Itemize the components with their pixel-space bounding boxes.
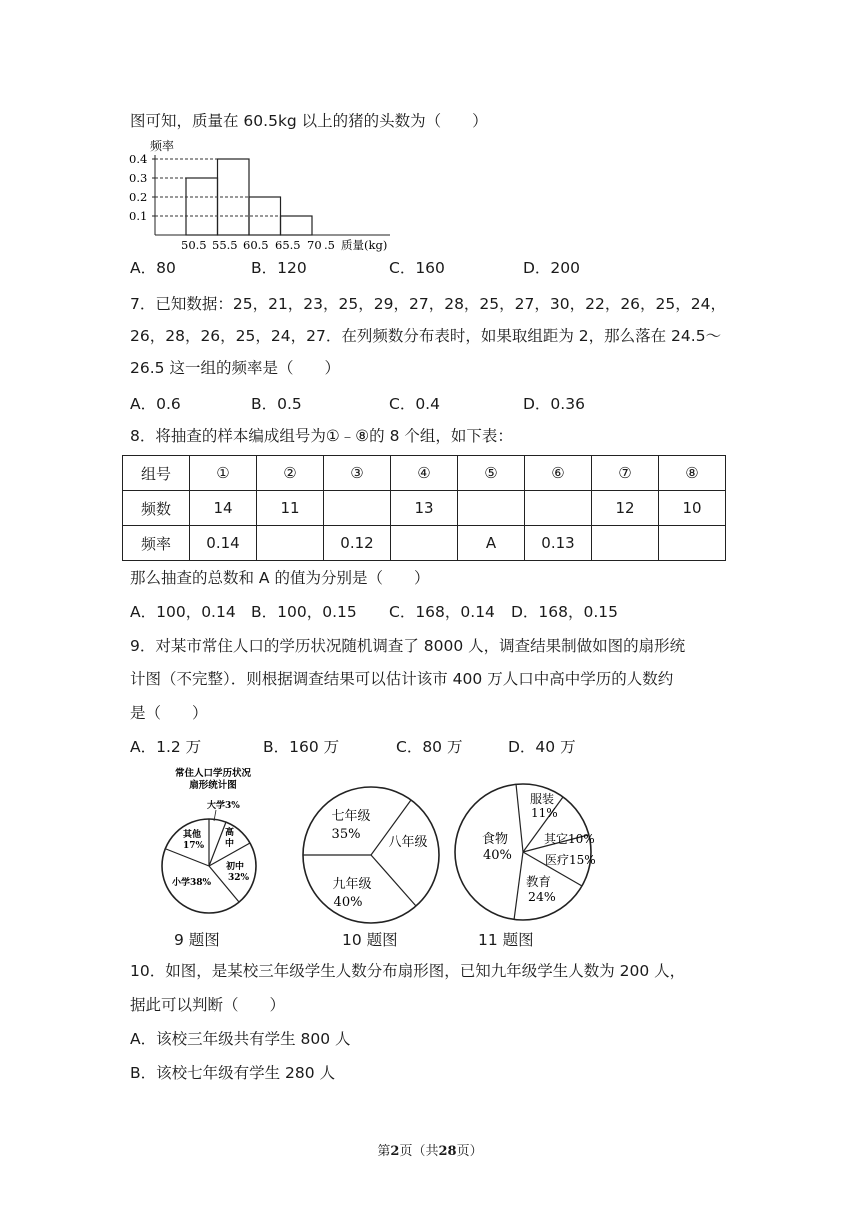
table-cell: 12 [592,491,659,526]
q9-option-a: A．1.2 万 [130,738,202,756]
q6-option-d: D．200 [523,259,581,277]
table-cell: ③ [324,456,391,491]
fig9-label-gaozhong-2: 中 [225,839,235,849]
x-tick-60-5: 60.5 [243,238,269,252]
q9-line-3: 是（ ） [130,704,208,722]
q9-line-2: 计图（不完整）．则根据调查结果可以估计该市 400 万人口中高中学历的人数约 [130,670,674,688]
figure-11-pie [452,779,612,929]
fig9-title-2: 扇形统计图 [189,780,237,791]
fig9-label-qita-2: 17% [183,841,205,851]
q9-option-c: C．80 万 [396,738,463,756]
fig9-label-chuzhong-1: 初中 [226,862,245,872]
table-header-frequency: 频率 [123,526,190,561]
figure-10-caption: 10 题图 [342,931,398,949]
q9-option-d: D．40 万 [508,738,576,756]
footer-prefix: 第 [377,1144,391,1159]
table-cell: 0.13 [525,526,592,561]
table-row-group [123,456,726,491]
table-cell [659,526,726,561]
fig11-label-fuzhuang: 服装 [530,792,555,806]
x-tick-65-5: 65.5 [275,238,301,252]
fig11-label-jiaoyu: 教育 [526,874,552,889]
fig11-label-qita: 其它10% [544,832,595,846]
fig9-label-xiaoxue: 小学38% [172,878,212,888]
table-cell: ⑤ [458,456,525,491]
q10-line-2: 据此可以判断（ ） [130,996,286,1014]
fig10-label-7-pct: 35% [331,827,361,842]
q6-option-c: C．160 [389,259,445,277]
histogram-bar [281,216,313,235]
table-cell: A [458,526,525,561]
table-cell: ⑥ [525,456,592,491]
fig9-divider [209,822,226,866]
q8-option-a: A．100，0.14 [130,603,236,621]
q8-option-c: C．168，0.14 [389,603,495,621]
fig10-label-8: 八年级 [388,835,428,850]
fig11-label-shiwu-pct: 40% [483,848,512,863]
footer-middle: 页（共 [399,1144,439,1159]
q6-option-a: A．80 [130,259,176,277]
y-tick-label: 0.4 [129,152,148,166]
q9-line-1: 9．对某市常住人口的学历状况随机调查了 8000 人，调查结果制做如图的扇形统 [130,637,686,655]
fig9-divider [166,849,209,866]
histogram-xlabel: 质量(kg) [341,238,388,252]
figure-9-caption: 9 题图 [174,931,220,949]
table-cell [525,491,592,526]
fig11-label-fuzhuang-pct: 11% [531,806,558,820]
q7-line-1: 7．已知数据：25，21，23，25，29，27，28，25，27，30，22，26，25，24， [130,295,726,313]
table-row-count [123,491,726,526]
table-cell [391,526,458,561]
fig10-divider [371,855,416,906]
fig9-title-1: 常住人口学历状况 [174,768,252,779]
q6-stem-tail: 图可知，质量在 60.5kg 以上的猪的头数为（ ） [130,112,488,130]
y-tick-label: 0.3 [129,171,148,185]
q7-line-3: 26.5 这一组的频率是（ ） [130,359,340,377]
table-row-frequency [123,526,726,561]
footer-total-pages: 28 [438,1144,457,1159]
x-tick-50-5: 50.5 [181,238,207,252]
q7-line-2: 26，28，26，25，24，27．在列频数分布表时，如果取组距为 2，那么落在 24.5～ [130,327,722,345]
x-tick-70: 70 [307,238,322,252]
table-cell: ② [257,456,324,491]
q7-option-c: C．0.4 [389,395,440,413]
histogram-ylabel: 频率 [150,139,175,153]
fig11-label-yiliao: 医疗15% [545,853,596,867]
table-cell: 0.14 [190,526,257,561]
q7-option-d: D．0.36 [523,395,585,413]
fig9-label-daxue: 大学3% [207,801,240,811]
table-header-group: 组号 [123,456,190,491]
q10-option-b: B．该校七年级有学生 280 人 [130,1064,336,1082]
figure-9-pie [158,765,268,920]
fig11-label-shiwu: 食物 [482,832,509,847]
table-cell: 0.12 [324,526,391,561]
q8-stem: 8．将抽查的样本编成组号为①﹣⑧的 8 个组，如下表： [130,427,513,445]
q10-option-a: A．该校三年级共有学生 800 人 [130,1030,351,1048]
fig10-label-9-name: 九年级 [332,877,372,892]
y-tick-label: 0.1 [129,209,148,223]
frequency-table [122,455,726,561]
table-cell [324,491,391,526]
histogram-figure [125,137,405,252]
fig10-label-7-name: 七年级 [331,809,371,824]
fig11-label-jiaoyu-pct: 24% [528,889,556,904]
fig10-label-9-pct: 40% [333,895,363,910]
table-cell: ⑦ [592,456,659,491]
q6-option-b: B．120 [251,259,307,277]
q8-option-d: D．168，0.15 [511,603,619,621]
fig11-divider [516,784,523,852]
q9-option-b: B．160 万 [263,738,340,756]
q7-option-a: A．0.6 [130,395,181,413]
figure-10-pie [296,782,446,932]
table-cell [257,526,324,561]
table-cell [458,491,525,526]
histogram-bar [186,178,218,235]
footer-page-number: 2 [390,1144,400,1159]
table-header-count: 频数 [123,491,190,526]
x-tick-55-5: 55.5 [212,238,238,252]
y-tick-label: 0.2 [129,190,148,204]
q7-option-b: B．0.5 [251,395,302,413]
table-cell [592,526,659,561]
fig9-label-gaozhong-1: 高 [225,828,235,838]
table-cell: ④ [391,456,458,491]
fig9-label-chuzhong-2: 32% [228,873,250,883]
q8-question: 那么抽查的总数和 A 的值为分别是（ ） [130,569,430,587]
table-cell: 14 [190,491,257,526]
q8-option-b: B．100，0.15 [251,603,357,621]
table-cell: 10 [659,491,726,526]
fig9-label-qita-1: 其他 [183,830,202,840]
fig11-divider [514,852,523,920]
x-tick-dot-5: .5 [324,238,335,252]
q10-line-1: 10．如图，是某校三年级学生人数分布扇形图，已知九年级学生人数为 200 人， [130,962,686,980]
table-cell: 11 [257,491,324,526]
table-cell: ⑧ [659,456,726,491]
footer-suffix: 页） [456,1144,483,1159]
page-footer [0,1140,860,1159]
figure-11-caption: 11 题图 [478,931,534,949]
table-cell: ① [190,456,257,491]
table-cell: 13 [391,491,458,526]
